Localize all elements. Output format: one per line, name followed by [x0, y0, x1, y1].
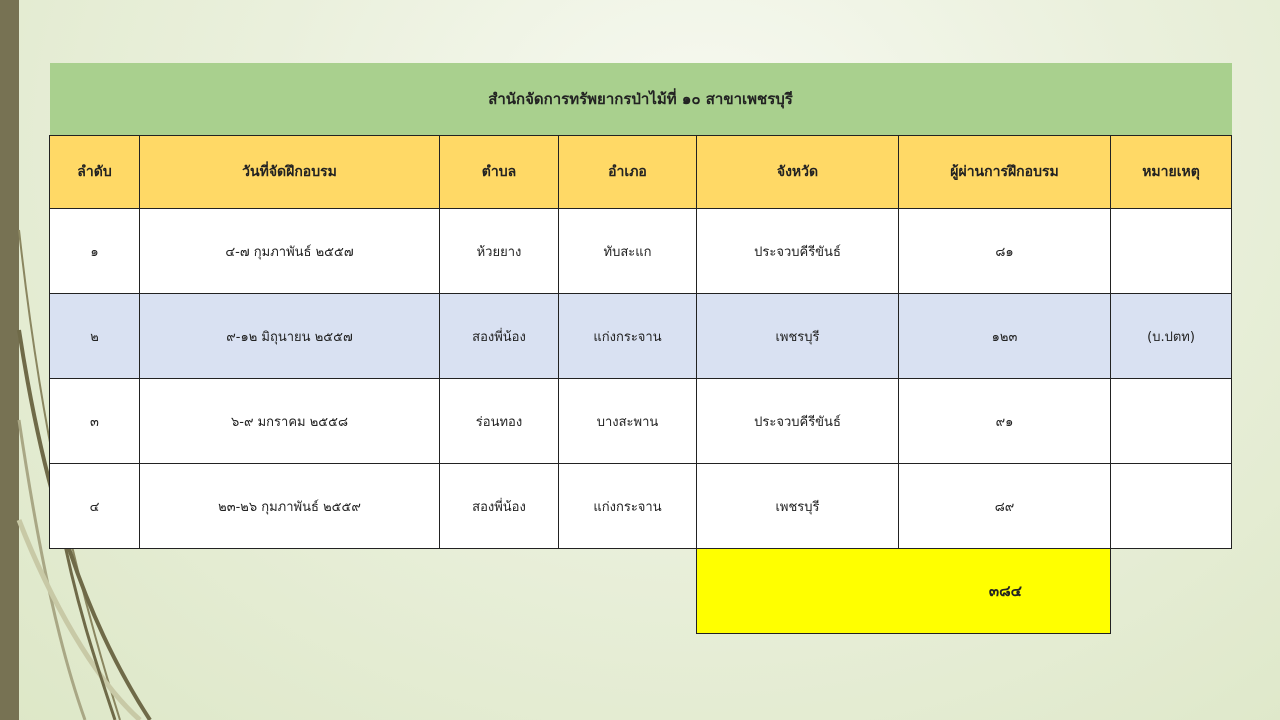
cell-participants: ๙๑ [899, 379, 1111, 464]
cell-province: เพชรบุรี [697, 294, 899, 379]
cell-remarks [1111, 209, 1232, 294]
total-participants: ๓๘๔ [697, 549, 1111, 634]
cell-order: ๑ [50, 209, 140, 294]
table-row [50, 379, 1232, 464]
cell-remarks: (บ.ปตท) [1111, 294, 1232, 379]
cell-order: ๔ [50, 464, 140, 549]
cell-district: แก่งกระจาน [559, 294, 697, 379]
header-remarks: หมายเหตุ [1111, 136, 1232, 209]
cell-order: ๓ [50, 379, 140, 464]
table-title-row [50, 63, 1232, 136]
total-row [50, 549, 1232, 634]
cell-participants: ๑๒๓ [899, 294, 1111, 379]
cell-date: ๔-๗ กุมภาพันธ์ ๒๕๕๗ [140, 209, 440, 294]
header-training-date: วันที่จัดฝึกอบรม [140, 136, 440, 209]
cell-order: ๒ [50, 294, 140, 379]
cell-province: ประจวบคีรีขันธ์ [697, 209, 899, 294]
cell-subdistrict: สองพี่น้อง [440, 294, 559, 379]
total-spacer-end [1111, 549, 1232, 634]
cell-date: ๖-๙ มกราคม ๒๕๕๘ [140, 379, 440, 464]
cell-district: แก่งกระจาน [559, 464, 697, 549]
cell-date: ๙-๑๒ มิถุนายน ๒๕๕๗ [140, 294, 440, 379]
header-participants: ผู้ผ่านการฝึกอบรม [899, 136, 1111, 209]
cell-remarks [1111, 379, 1232, 464]
header-province: จังหวัด [697, 136, 899, 209]
table-row [50, 464, 1232, 549]
training-table [49, 63, 1232, 634]
table-row [50, 209, 1232, 294]
cell-province: ประจวบคีรีขันธ์ [697, 379, 899, 464]
header-district: อำเภอ [559, 136, 697, 209]
header-subdistrict: ตำบล [440, 136, 559, 209]
cell-province: เพชรบุรี [697, 464, 899, 549]
cell-participants: ๘๙ [899, 464, 1111, 549]
cell-subdistrict: สองพี่น้อง [440, 464, 559, 549]
table-title: สำนักจัดการทรัพยากรป่าไม้ที่ ๑๐ สาขาเพชรบุรี [50, 63, 1232, 136]
cell-district: ทับสะแก [559, 209, 697, 294]
total-spacer [50, 549, 697, 634]
cell-district: บางสะพาน [559, 379, 697, 464]
cell-participants: ๘๑ [899, 209, 1111, 294]
cell-subdistrict: ร่อนทอง [440, 379, 559, 464]
cell-remarks [1111, 464, 1232, 549]
header-order: ลำดับ [50, 136, 140, 209]
table-row [50, 294, 1232, 379]
header-row [50, 136, 1232, 209]
cell-subdistrict: ห้วยยาง [440, 209, 559, 294]
cell-date: ๒๓-๒๖ กุมภาพันธ์ ๒๕๕๙ [140, 464, 440, 549]
